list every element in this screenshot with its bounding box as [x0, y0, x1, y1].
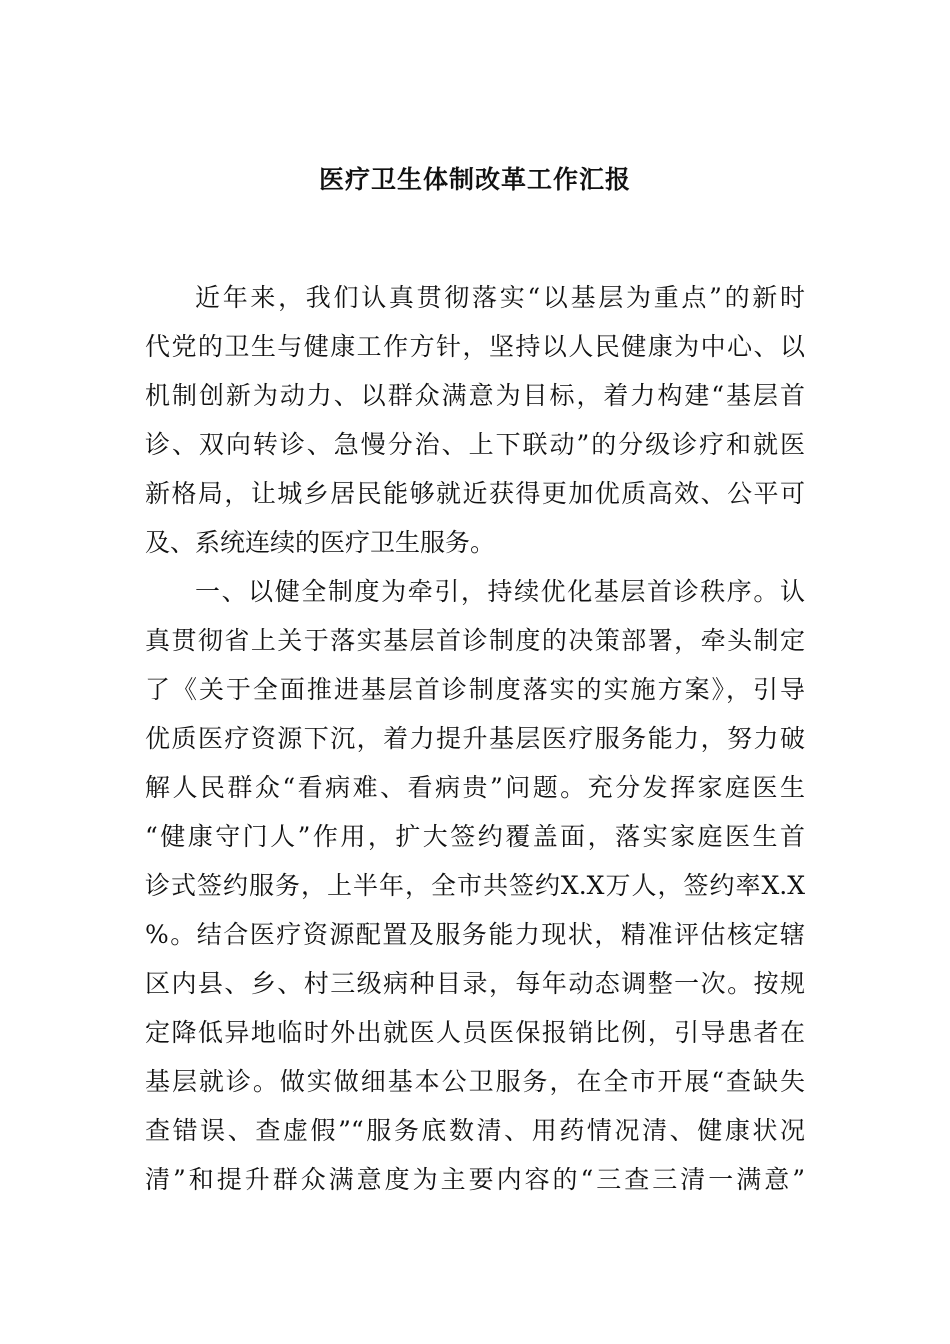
paragraph-line: 机制创新为动力、以群众满意为目标，着力构建“基层首 — [145, 381, 805, 410]
paragraph-line: 及、系统连续的医疗卫生服务。 — [145, 528, 496, 557]
paragraph-line: 一、以健全制度为牵引，持续优化基层首诊秩序。认 — [195, 577, 805, 606]
paragraph-line: 区内县、乡、村三级病种目录，每年动态调整一次。按规 — [145, 969, 805, 998]
paragraph-line: 解人民群众“看病难、看病贵”问题。充分发挥家庭医生 — [145, 773, 805, 802]
paragraph-line: 定降低异地临时外出就医人员医保报销比例，引导患者在 — [145, 1018, 805, 1047]
paragraph-line: 基层就诊。做实做细基本公卫服务，在全市开展“查缺失 — [145, 1067, 805, 1096]
paragraph-line: 了《关于全面推进基层首诊制度落实的实施方案》，引导 — [145, 675, 805, 704]
paragraph-line: “健康守门人”作用，扩大签约覆盖面，落实家庭医生首 — [145, 822, 805, 851]
paragraph-line: 诊式签约服务，上半年，全市共签约X.X万人，签约率X.X — [145, 871, 805, 900]
paragraph-line: 真贯彻省上关于落实基层首诊制度的决策部署，牵头制定 — [145, 626, 805, 655]
paragraph-line: %。结合医疗资源配置及服务能力现状，精准评估核定辖 — [145, 920, 805, 949]
paragraph-line: 查错误、查虚假”“服务底数清、用药情况清、健康状况 — [145, 1116, 805, 1145]
paragraph-line: 优质医疗资源下沉，着力提升基层医疗服务能力，努力破 — [145, 724, 805, 753]
paragraph-line: 近年来，我们认真贯彻落实“以基层为重点”的新时 — [195, 283, 805, 312]
document-title: 医疗卫生体制改革工作汇报 — [318, 165, 631, 194]
paragraph-line: 代党的卫生与健康工作方针，坚持以人民健康为中心、以 — [145, 332, 805, 361]
paragraph-line: 新格局，让城乡居民能够就近获得更加优质高效、公平可 — [145, 479, 805, 508]
paragraph-line: 清”和提升群众满意度为主要内容的“三查三清一满意” — [145, 1165, 805, 1194]
paragraph-line: 诊、双向转诊、急慢分治、上下联动”的分级诊疗和就医 — [145, 430, 805, 459]
